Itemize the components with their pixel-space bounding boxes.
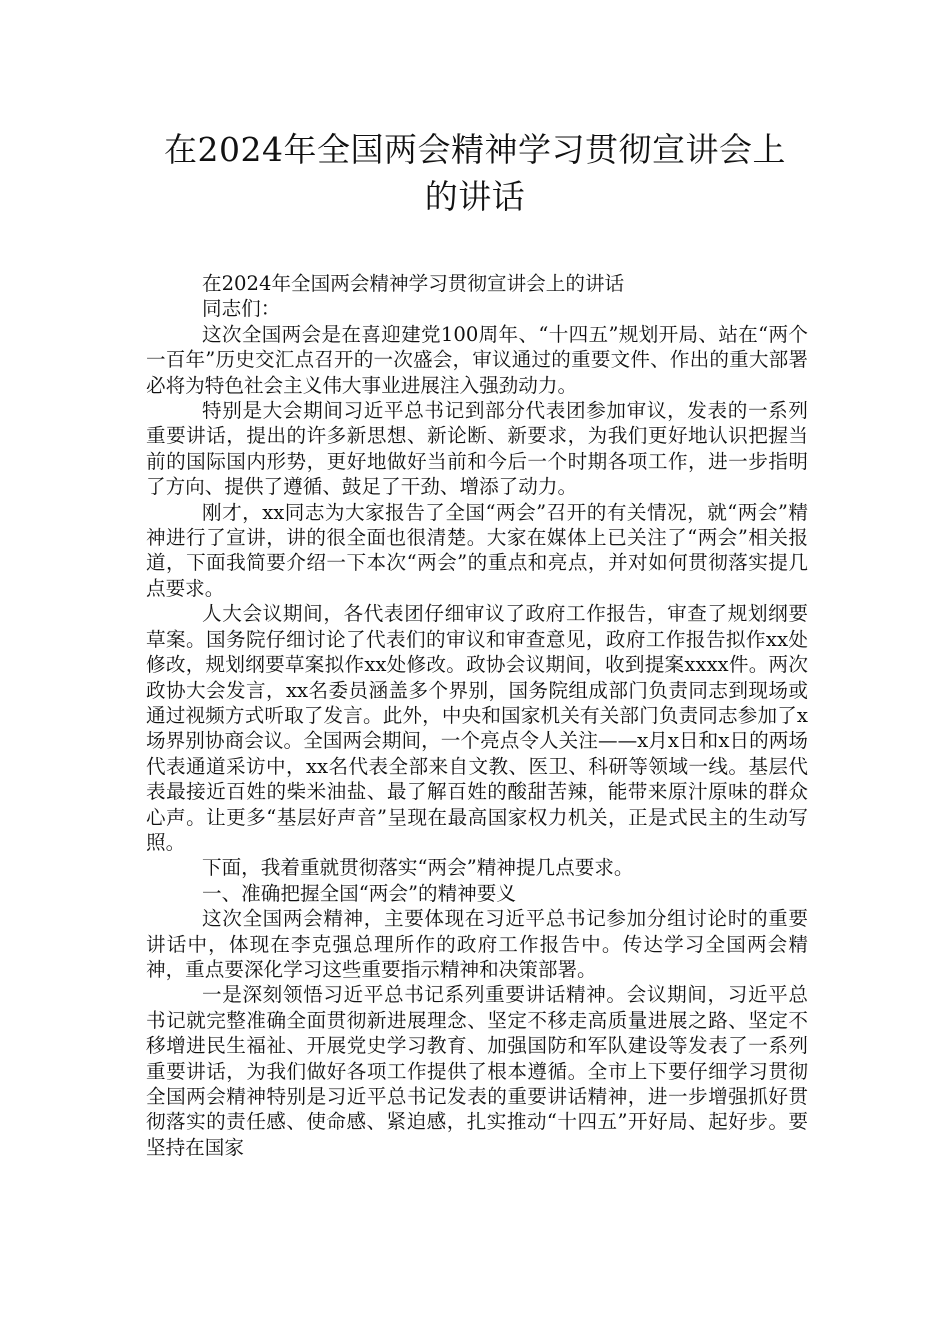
paragraph: 这次全国两会是在喜迎建党100周年、“十四五”规划开局、站在“两个一百年”历史交汇点召开的一次盛会，审议通过的重要文件、作出的重大部署必将为特色社会主义伟大事业进展注入强劲动力。 [146,322,808,397]
paragraph: 这次全国两会精神，主要体现在习近平总书记参加分组讨论时的重要讲话中，体现在李克强总理所作的政府工作报告中。传达学习全国两会精神，重点要深化学习这些重要指示精神和决策部署。 [146,907,808,981]
paragraph: 人大会议期间，各代表团仔细审议了政府工作报告，审查了规划纲要草案。国务院仔细讨论了代表们的审议和审查意见，政府工作报告拟作xx处修改，规划纲要草案拟作xx处修改。政协会议期间，收到提案xxxx件。两次政协大会发言，xx名委员涵盖多个界别，国务院组成部门负责同志到现场或通过视频方式听取了发言。此外，中央和国家机关有关部门负责同志参加了x场界别协商会议。全国两会期间，一个亮点令人关注——x月x日和x日的两场代表通道采访中，xx名代表全部来自文教、医卫、科研等领域一线。基层代表最接近百姓的柴米油盐、最了解百姓的酸甜苦辣，能带来原汁原味的群众心声。让更多“基层好声音”呈现在最高国家权力机关，正是式民主的生动写照。 [146,602,808,854]
title-line-2: 的讲话 [424,177,526,216]
paragraph: 一是深刻领悟习近平总书记系列重要讲话精神。会议期间，习近平总书记就完整准确全面贯彻新进展理念、坚定不移走高质量进展之路、坚定不移增进民生福祉、开展党史学习教育、加强国防和军队建设等发表了一系列重要讲话，为我们做好各项工作提供了根本遵循。全市上下要仔细学习贯彻全国两会精神特别是习近平总书记发表的重要讲话精神，进一步增强抓好贯彻落实的责任感、使命感、紧迫感，扎实推动“十四五”开好局、起好步。要坚持在国家 [146,983,808,1159]
paragraph-subtitle: 在2024年全国两会精神学习贯彻宣讲会上的讲话 [202,272,625,295]
document-title [120,126,830,220]
paragraph: 刚才，xx同志为大家报告了全国“两会”召开的有关情况，就“两会”精神进行了宣讲，讲的很全面也很清楚。大家在媒体上已关注了“两会”相关报道，下面我简要介绍一下本次“两会”的重点和亮点，并对如何贯彻落实提几点要求。 [146,500,808,600]
paragraph: 特别是大会期间习近平总书记到部分代表团参加审议，发表的一系列重要讲话，提出的许多新思想、新论断、新要求，为我们更好地认识把握当前的国际国内形势，更好地做好当前和今后一个时期各项工作，进一步指明了方向、提供了遵循、鼓足了干劲、增添了动力。 [146,399,808,499]
document-body [146,271,808,1160]
paragraph: 下面，我着重就贯彻落实“两会”精神提几点要求。 [202,856,634,880]
section-heading: 一、准确把握全国“两会”的精神要义 [202,881,516,905]
paragraph-salutation: 同志们： [202,297,281,321]
title-line-1: 在2024年全国两会精神学习贯彻宣讲会上 [164,130,786,169]
